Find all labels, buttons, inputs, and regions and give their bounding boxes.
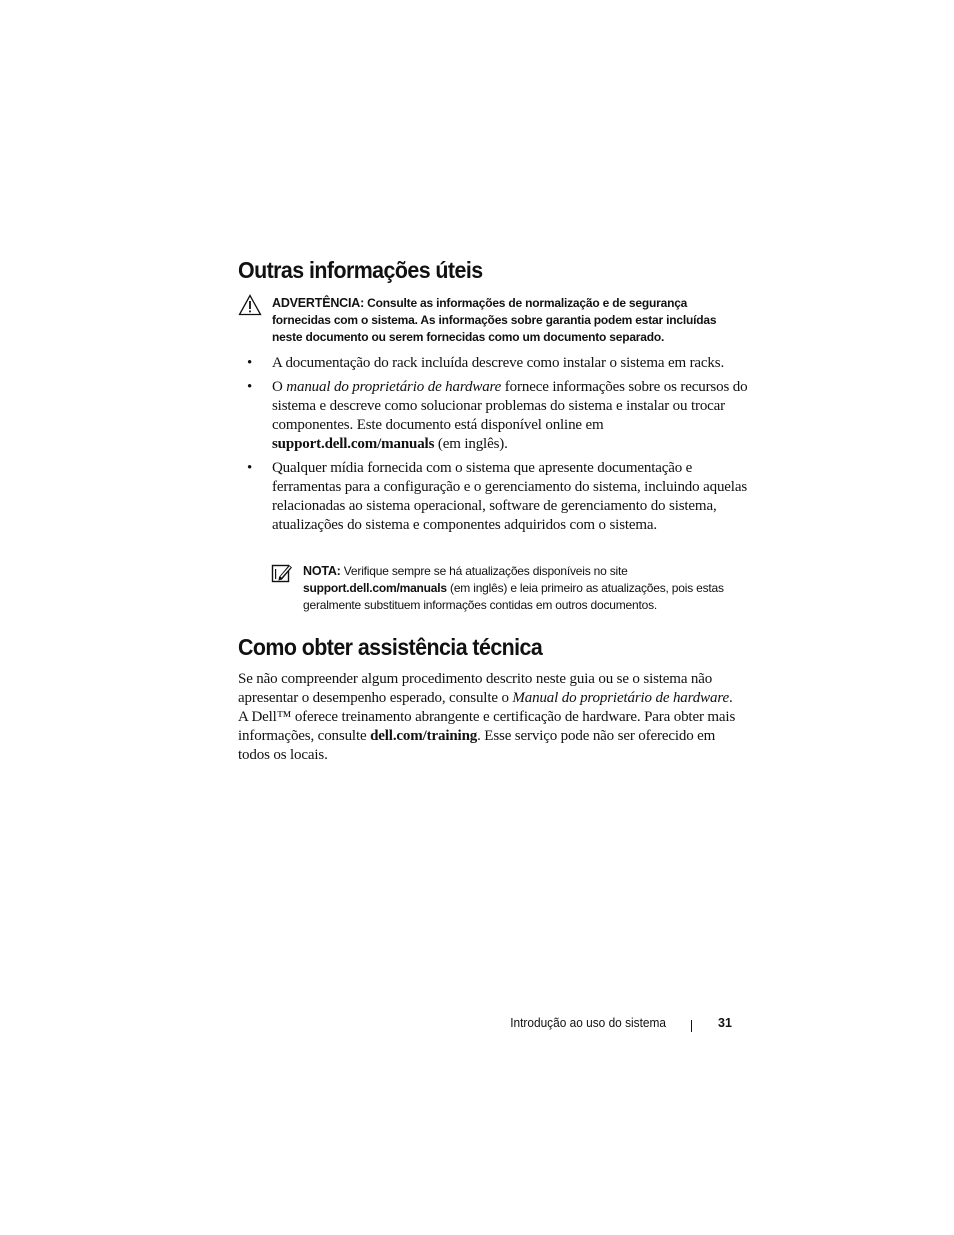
- manual-title: manual do proprietário de hardware: [286, 379, 502, 395]
- warning-text: Consulte as informações de normalização e de segurança fornecidas com o sistema. As informações sobre garantia podem estar incluídas neste documento ou serem fornecidas como um documento separado.: [272, 296, 717, 344]
- list-item: [238, 378, 748, 454]
- para-text-mid: . A Dell™ oferece treinamento abrangente e certificação de hardware. Para obter mais informações, consulte: [238, 690, 736, 744]
- bullet-text-post: (em inglês).: [434, 436, 508, 452]
- note-label: NOTA:: [303, 564, 341, 578]
- bullet-dot: •: [247, 460, 253, 476]
- training-link[interactable]: dell.com/training: [370, 728, 478, 744]
- bullet-text-mid: fornece informações sobre os recursos do sistema e descreve como solucionar problemas do sistema e instalar ou trocar componentes. Este documento está disponível online em: [272, 379, 748, 433]
- bullet-dot: •: [247, 355, 253, 371]
- page-number: 31: [718, 1016, 732, 1030]
- section-heading-outras: Outras informações úteis: [238, 257, 483, 283]
- bullet-text-pre: O: [272, 379, 287, 395]
- footer-title: Introdução ao uso do sistema: [510, 1016, 666, 1030]
- note-pencil-icon: [271, 562, 293, 584]
- warning-notice: [272, 295, 742, 346]
- note-text-post: (em inglês) e leia primeiro as atualizações, pois estas geralmente substituem informações contidas em outros documentos.: [303, 581, 724, 612]
- manual-title-2: Manual do proprietário de hardware: [512, 690, 729, 706]
- page-footer: [0, 1016, 954, 1036]
- para-text-post: . Esse serviço pode não ser oferecido em todos os locais.: [238, 728, 716, 763]
- warning-triangle-icon: [238, 294, 262, 316]
- note-text-pre: Verifique sempre se há atualizações disponíveis no site: [340, 564, 628, 578]
- bullet-text: Qualquer mídia fornecida com o sistema que apresente documentação e ferramentas para a configuração e o gerenciamento do sistema, incluindo aquelas relacionadas ao sistema operacional, software de gerenciamento do sistema, atualizações do sistema e componentes adquiridos com o sistema.: [272, 460, 748, 533]
- note-support-link[interactable]: support.dell.com/manuals: [303, 581, 447, 595]
- list-item: [238, 459, 748, 535]
- section-heading-assistencia: Como obter assistência técnica: [238, 634, 543, 660]
- support-paragraph: [238, 670, 743, 765]
- footer-divider: [691, 1020, 692, 1032]
- support-link[interactable]: support.dell.com/manuals: [272, 436, 435, 452]
- bullet-dot: •: [247, 379, 253, 395]
- warning-label: ADVERTÊNCIA:: [272, 296, 365, 310]
- bullet-text: A documentação do rack incluída descreve como instalar o sistema em racks.: [272, 355, 725, 371]
- list-item: [238, 354, 748, 373]
- note-notice: [303, 563, 743, 614]
- para-text-pre: Se não compreender algum procedimento descrito neste guia ou se o sistema não apresentar o desempenho esperado, consulte o: [238, 671, 713, 706]
- info-bullet-list: [238, 354, 748, 540]
